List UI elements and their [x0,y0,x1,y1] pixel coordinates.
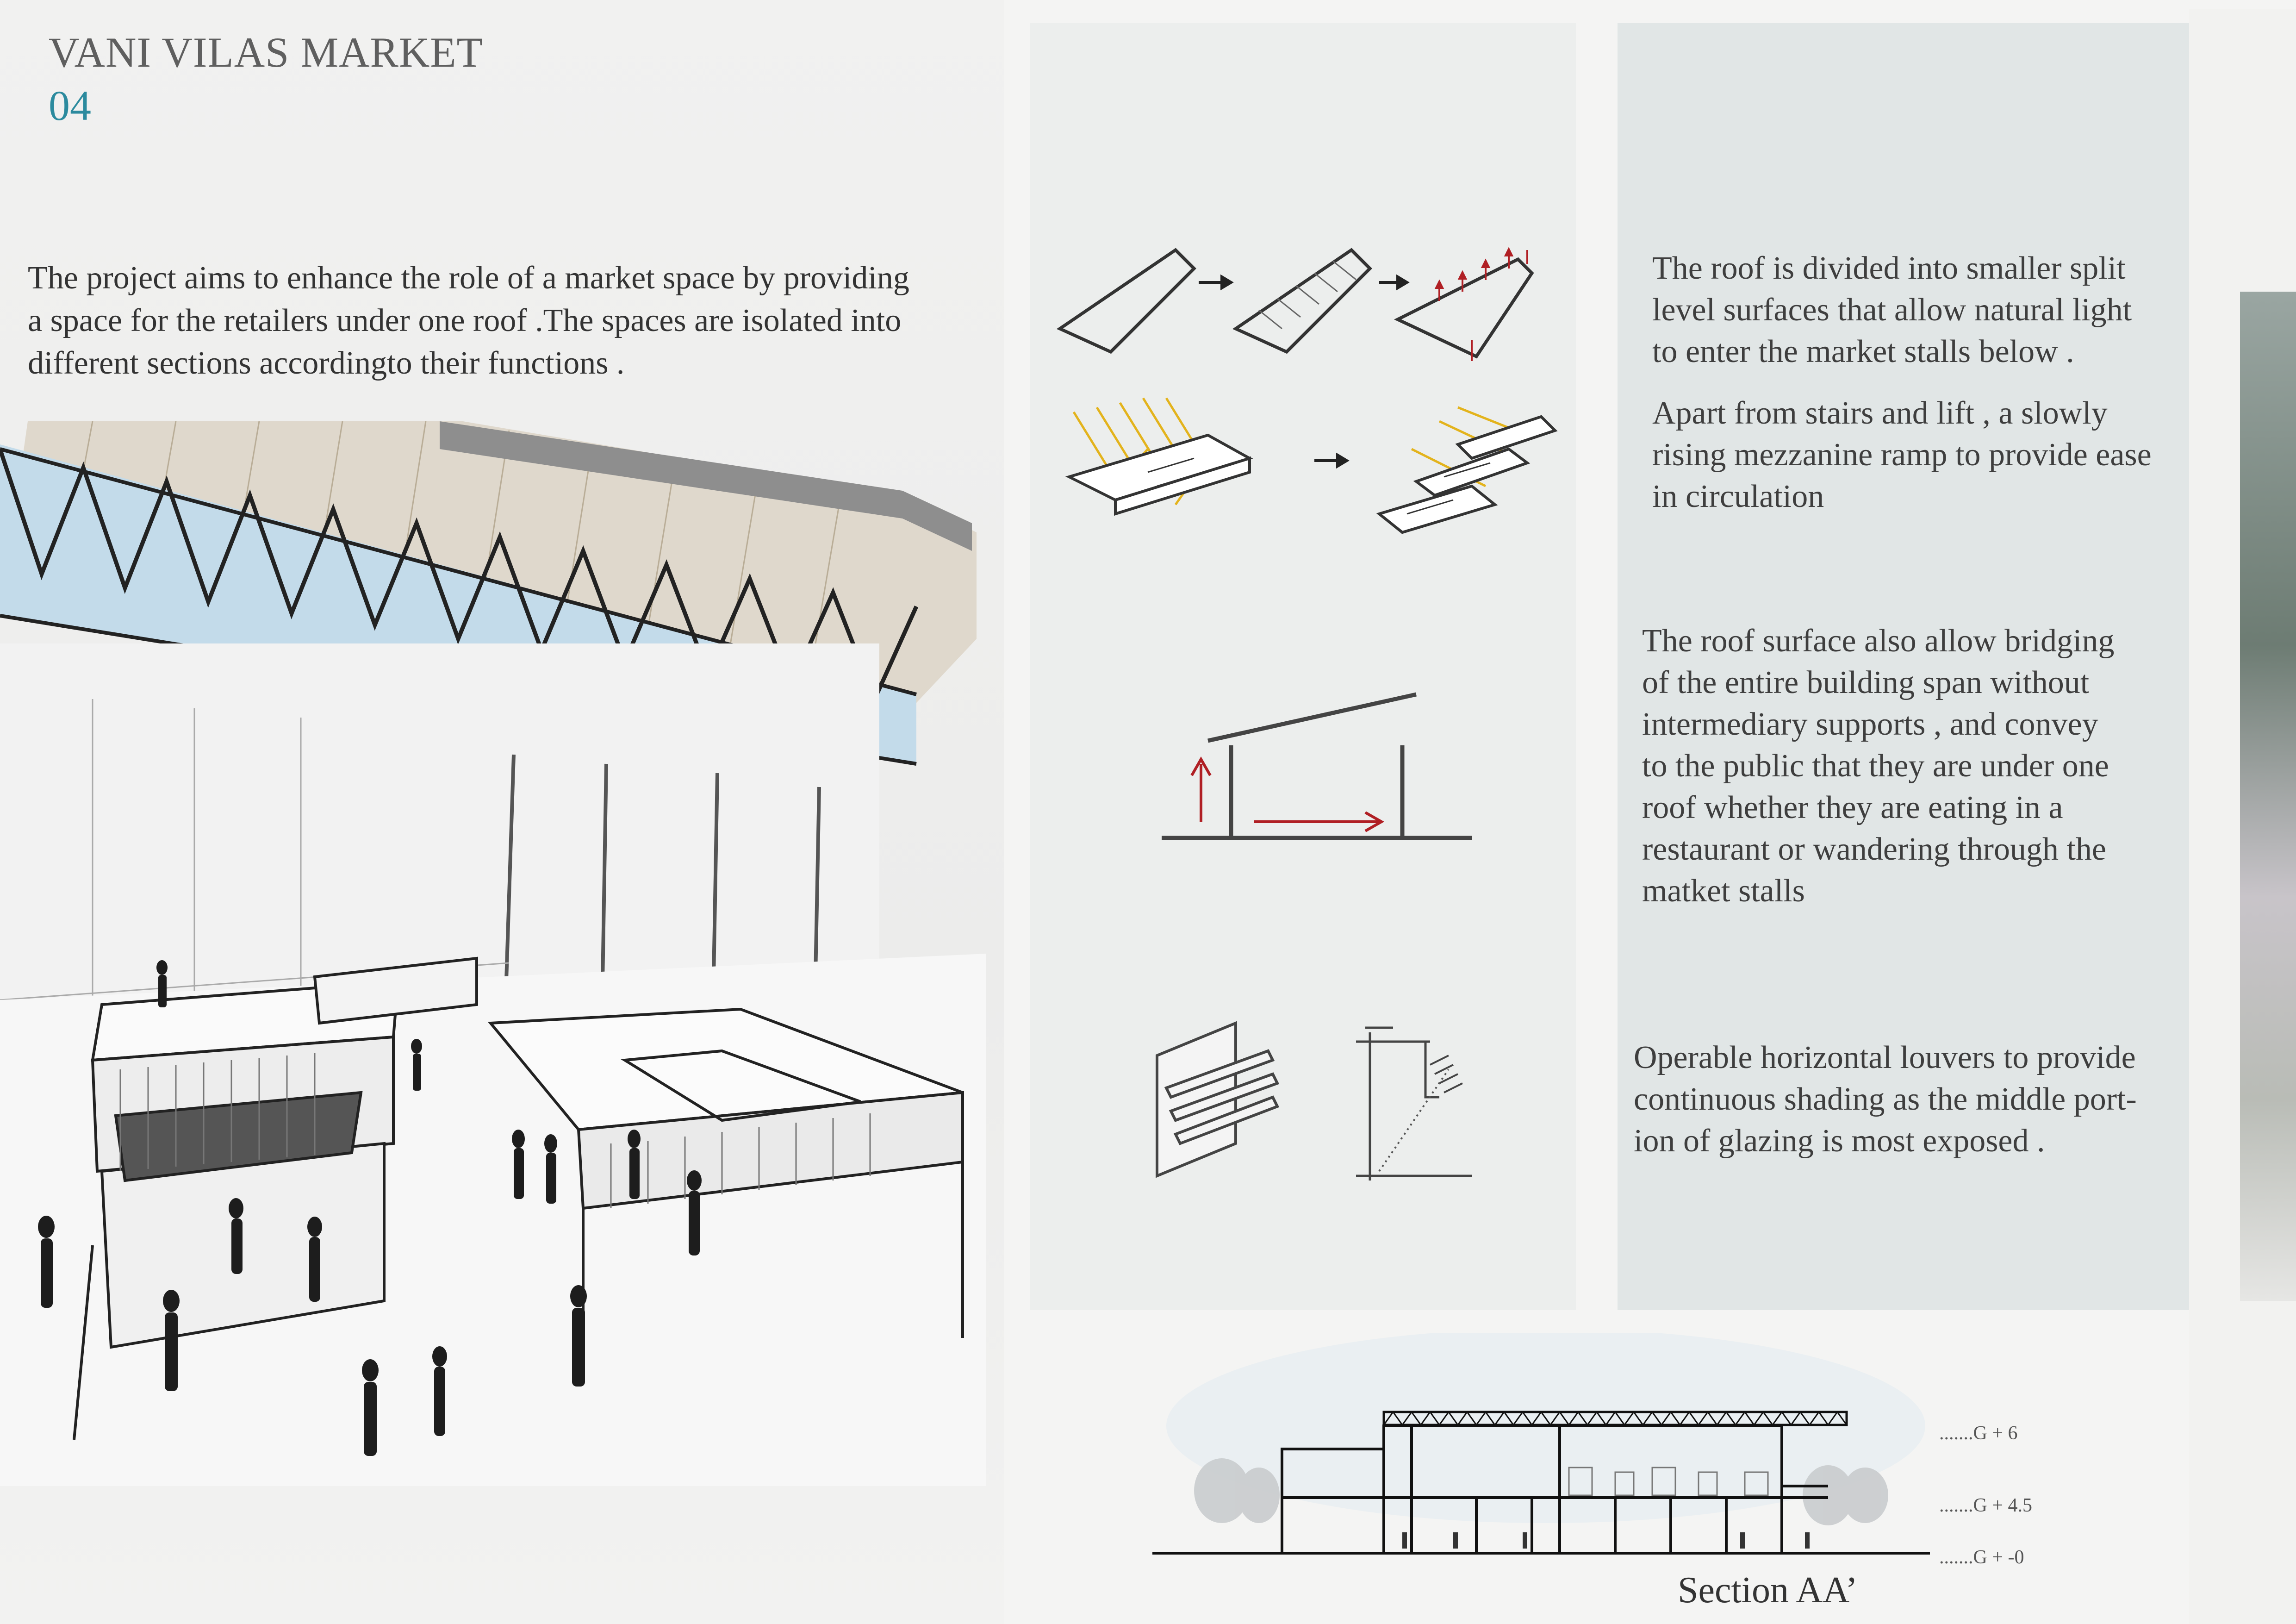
intro-paragraph [28,257,1009,385]
intro-line: different sections accordingto their functions . [28,345,625,381]
note-line: ion of glazing is most exposed . [1634,1123,2045,1159]
note-line: to the public that they are under one [1642,748,2109,784]
note-line: Operable horizontal louvers to provide [1634,1040,2136,1075]
louver-note [1634,1037,2189,1162]
note-line: intermediary supports , and convey [1642,706,2098,742]
note-line: The roof is divided into smaller split [1652,250,2126,286]
interior-sketch [0,421,986,1486]
roof-split-note [1652,248,2189,373]
level-label-g45: .......G + 4.5 [1939,1495,2033,1516]
ramp-note [1652,393,2194,518]
roof-split-diagram [1055,241,1574,370]
note-line: matket stalls [1642,873,1805,909]
bridging-note [1642,620,2184,912]
note-line: Apart from stairs and lift , a slowly [1652,395,2108,431]
note-line: continuous shading as the middle port- [1634,1081,2137,1117]
adjacent-sheet-render [2240,292,2296,1301]
section-people [1402,1532,1810,1549]
level-label-g0: .......G + -0 [1939,1547,2024,1568]
page-title: VANI VILAS MARKET [49,29,483,76]
note-line: level surfaces that allow natural light [1652,292,2132,328]
note-line: restaurant or wandering through the [1642,831,2107,867]
intro-line: The project aims to enhance the role of a market space by providing [28,260,909,296]
section-aa-drawing [1152,1333,1939,1583]
note-line: rising mezzanine ramp to provide ease [1652,437,2152,473]
note-line: to enter the market stalls below . [1652,334,2074,369]
section-caption: Section AA’ [1678,1570,1858,1611]
note-line: of the entire building span without [1642,665,2090,700]
note-line: in circulation [1652,479,1824,514]
note-line: roof whether they are eating in a [1642,790,2063,825]
louver-diagram [1148,1014,1481,1194]
daylight-diagram [1055,394,1574,546]
level-label-g6: .......G + 6 [1939,1423,2018,1444]
note-line: The roof surface also allow bridging [1642,623,2115,659]
span-diagram [1148,690,1481,852]
page-number: 04 [49,82,91,129]
intro-line: a space for the retailers under one roof .The spaces are isolated into [28,303,902,338]
